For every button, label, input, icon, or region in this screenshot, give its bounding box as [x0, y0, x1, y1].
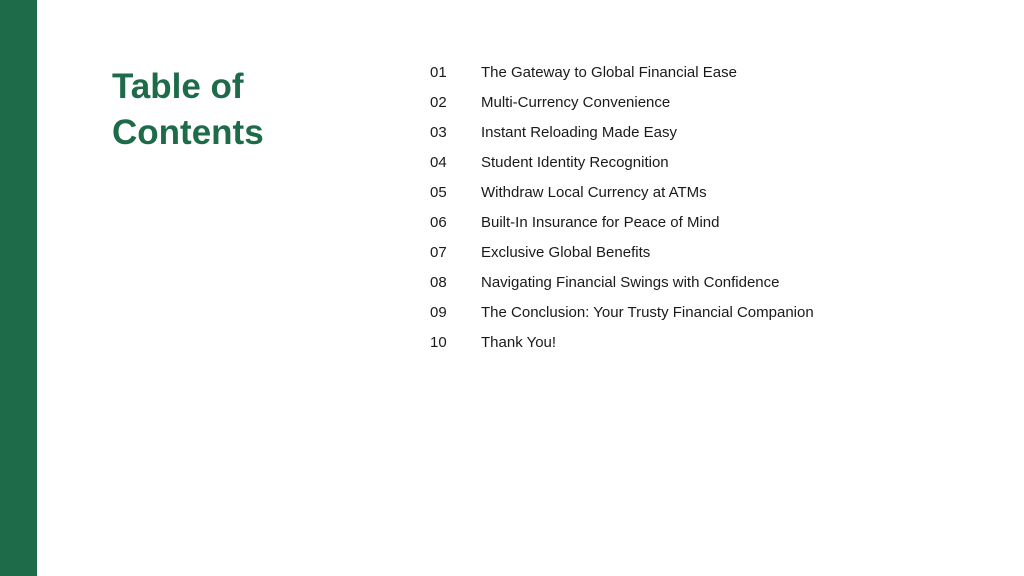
- toc-item-label: Exclusive Global Benefits: [481, 244, 651, 261]
- toc-item-label: The Gateway to Global Financial Ease: [481, 64, 737, 81]
- toc-item-number: 09: [430, 304, 447, 321]
- toc-item-number: 06: [430, 214, 447, 231]
- toc-item-label: Navigating Financial Swings with Confidence: [481, 274, 780, 291]
- toc-item-number: 01: [430, 64, 447, 81]
- toc-item-label: Instant Reloading Made Easy: [481, 124, 677, 141]
- toc-item-number: 03: [430, 124, 447, 141]
- toc-item-number: 10: [430, 334, 447, 351]
- toc-item-label: Thank You!: [481, 334, 557, 351]
- toc-item-number: 07: [430, 244, 447, 261]
- toc-item-number: 02: [430, 94, 447, 111]
- toc-item-number: 05: [430, 184, 447, 201]
- accent-side-bar: [0, 0, 37, 576]
- toc-item-number: 04: [430, 154, 447, 171]
- toc-item-label: Student Identity Recognition: [481, 154, 669, 171]
- toc-item-label: Multi-Currency Convenience: [481, 94, 671, 111]
- page-title: Table of Contents: [112, 67, 264, 152]
- toc-item-number: 08: [430, 274, 447, 291]
- toc-item-label: Withdraw Local Currency at ATMs: [481, 184, 707, 201]
- toc-item-label: Built-In Insurance for Peace of Mind: [481, 214, 720, 231]
- toc-item-label: The Conclusion: Your Trusty Financial Companion: [481, 304, 814, 321]
- table-of-contents-list: [430, 52, 990, 363]
- toc-item-10: [430, 322, 990, 363]
